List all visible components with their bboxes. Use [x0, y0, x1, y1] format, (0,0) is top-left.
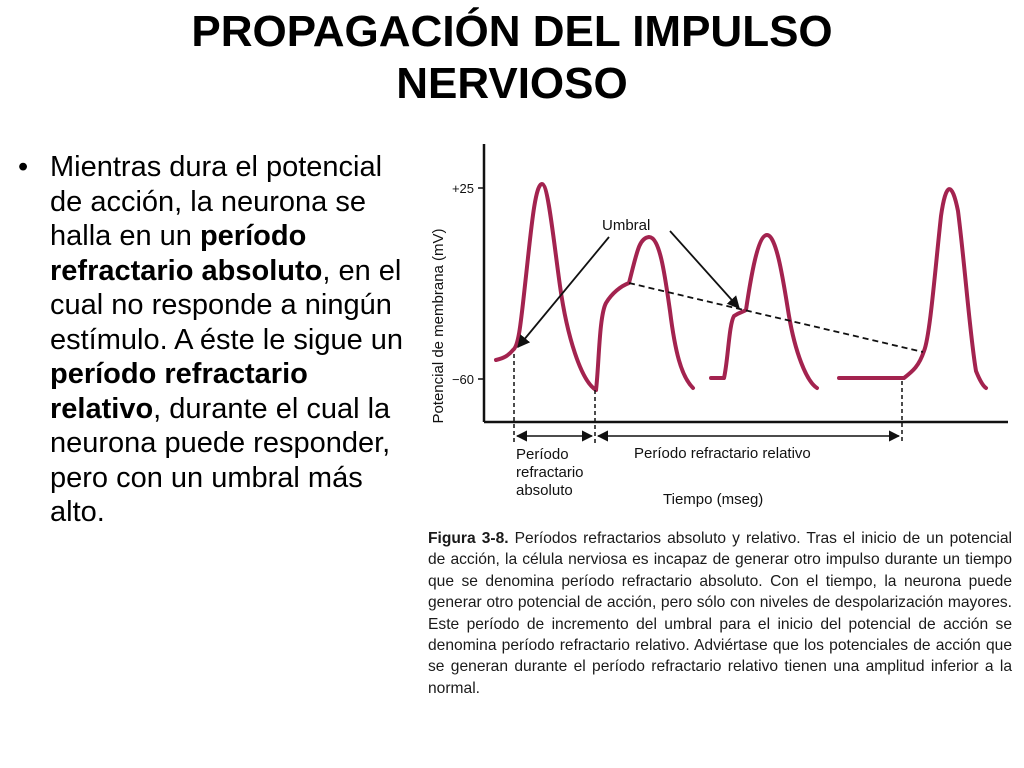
refractory-chart: [418, 136, 1024, 536]
action-potential-1: [496, 184, 596, 390]
x-axis-label: Tiempo (mseg): [663, 491, 764, 508]
caption-text: Períodos refractarios absoluto y relativo. Tras el inicio de un potencial de acción, la célula nerviosa es incapaz de generar otro impulso durante un tiempo que se denomina período refractario absoluto. Con el tiempo, la neurona puede generar otro potencial de acción, pero sólo con niveles de despolarización mayores. Este período de incremento del umbral para el inicio del potencial de acción se denomina período refractario relativo. Adviértase que los potenciales de acción que se generan durante el período refractario relativo tienen una amplitud inferior a la normal.: [428, 530, 1012, 697]
bullet-bold-relative: período refractario relativo: [50, 358, 308, 425]
relative-period-label: Período refractario relativo: [634, 445, 811, 462]
absolute-period-label-3: absoluto: [516, 482, 573, 499]
ytick-bottom-label: −60: [451, 372, 474, 387]
umbral-arrow-left: [518, 237, 609, 347]
bullet-text: [50, 150, 420, 530]
ytick-top-label: +25: [451, 181, 474, 196]
caption-figure-number: Figura 3-8.: [428, 530, 509, 547]
figure-caption: [428, 528, 1012, 699]
bullet-text-part-3: , durante el cual la neurona puede responder, pero con un umbral más alto.: [50, 392, 391, 528]
umbral-label: Umbral: [602, 217, 651, 234]
action-potential-3: [711, 235, 817, 388]
bullet-dot-icon: •: [18, 151, 29, 183]
figure-refractory-periods: [418, 136, 1024, 736]
bullet-text-part-2: , en el cual no responde a ningún estímulo. A éste le sigue un: [50, 254, 404, 356]
umbral-arrow-right: [670, 231, 739, 308]
action-potential-4: [839, 189, 986, 388]
slide-title-line-1: PROPAGACIÓN DEL IMPULSO: [191, 7, 833, 56]
absolute-period-label-1: Período: [516, 446, 569, 463]
y-axis-label: Potencial de membrana (mV): [430, 228, 447, 424]
absolute-period-label-2: refractario: [516, 464, 584, 481]
bullet-bold-absolute: período refractario absoluto: [50, 220, 323, 287]
slide-title-line-2: NERVIOSO: [396, 59, 628, 108]
action-potential-2: [596, 237, 693, 390]
bullet-text-part-1: Mientras dura el potencial de acción, la neurona se halla en un: [50, 151, 383, 252]
slide-title: [100, 6, 924, 110]
